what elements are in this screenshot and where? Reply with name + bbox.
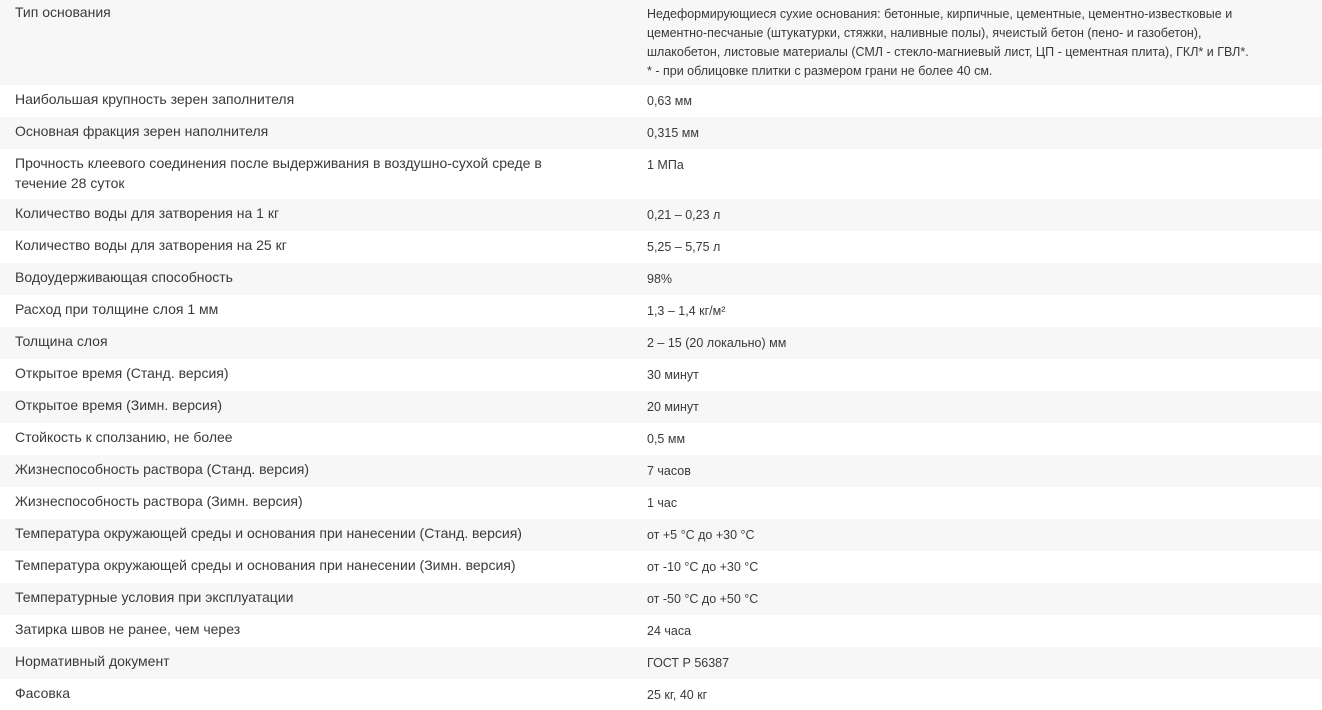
spec-value: 25 кг, 40 кг: [647, 679, 1322, 710]
spec-value: 1 час: [647, 487, 1322, 519]
spec-row: [0, 519, 1322, 551]
spec-row: [0, 615, 1322, 647]
spec-name: Количество воды для затворения на 1 кг: [0, 199, 647, 231]
spec-value: 5,25 – 5,75 л: [647, 231, 1322, 263]
spec-name: Количество воды для затворения на 25 кг: [0, 231, 647, 263]
spec-value: 2 – 15 (20 локально) мм: [647, 327, 1322, 359]
spec-name: Прочность клеевого соединения после выдерживания в воздушно-сухой среде в течение 28 суток: [0, 149, 647, 199]
spec-value: 24 часа: [647, 615, 1322, 647]
spec-row: [0, 583, 1322, 615]
spec-name: Нормативный документ: [0, 647, 647, 679]
spec-row: [0, 551, 1322, 583]
spec-name: Водоудерживающая способность: [0, 263, 647, 295]
spec-value: 7 часов: [647, 455, 1322, 487]
spec-row: [0, 263, 1322, 295]
spec-name: Тип основания: [0, 0, 647, 85]
spec-value: 30 минут: [647, 359, 1322, 391]
spec-row: [0, 117, 1322, 149]
spec-row: [0, 679, 1322, 710]
spec-name: Температура окружающей среды и основания при нанесении (Зимн. версия): [0, 551, 647, 583]
spec-name: Фасовка: [0, 679, 647, 710]
spec-name: Открытое время (Станд. версия): [0, 359, 647, 391]
spec-value: 1,3 – 1,4 кг/м²: [647, 295, 1322, 327]
spec-name: Жизнеспособность раствора (Станд. версия): [0, 455, 647, 487]
spec-row: [0, 423, 1322, 455]
spec-value: 0,5 мм: [647, 423, 1322, 455]
spec-row: [0, 487, 1322, 519]
spec-row: [0, 0, 1322, 85]
spec-value: Недеформирующиеся сухие основания: бетонные, кирпичные, цементные, цементно-известковые и цементно-песчаные (штукатурки, стяжки, наливные полы), ячеистый бетон (пено- и газобетон), шлакобетон, листовые материалы (СМЛ - стекло-магниевый лист, ЦП - цементная плита), ГКЛ* и ГВЛ*. * - при облицовке плитки с размером грани не более 40 см.: [647, 0, 1322, 85]
spec-name: Температура окружающей среды и основания при нанесении (Станд. версия): [0, 519, 647, 551]
spec-name: Толщина слоя: [0, 327, 647, 359]
spec-name: Температурные условия при эксплуатации: [0, 583, 647, 615]
spec-row: [0, 295, 1322, 327]
spec-name: Основная фракция зерен наполнителя: [0, 117, 647, 149]
spec-row: [0, 391, 1322, 423]
spec-value: от +5 °С до +30 °С: [647, 519, 1322, 551]
spec-row: [0, 85, 1322, 117]
spec-row: [0, 455, 1322, 487]
spec-row: [0, 359, 1322, 391]
spec-value: от -10 °С до +30 °С: [647, 551, 1322, 583]
spec-value: 20 минут: [647, 391, 1322, 423]
spec-value: 0,63 мм: [647, 85, 1322, 117]
spec-value: 0,315 мм: [647, 117, 1322, 149]
spec-row: [0, 149, 1322, 199]
spec-value: от -50 °С до +50 °С: [647, 583, 1322, 615]
spec-name: Жизнеспособность раствора (Зимн. версия): [0, 487, 647, 519]
spec-row: [0, 231, 1322, 263]
spec-value: 1 МПа: [647, 149, 1322, 199]
spec-name: Расход при толщине слоя 1 мм: [0, 295, 647, 327]
spec-name: Наибольшая крупность зерен заполнителя: [0, 85, 647, 117]
spec-value: ГОСТ Р 56387: [647, 647, 1322, 679]
spec-row: [0, 647, 1322, 679]
spec-row: [0, 199, 1322, 231]
spec-name: Стойкость к сползанию, не более: [0, 423, 647, 455]
spec-value: 0,21 – 0,23 л: [647, 199, 1322, 231]
spec-name: Затирка швов не ранее, чем через: [0, 615, 647, 647]
spec-name: Открытое время (Зимн. версия): [0, 391, 647, 423]
spec-value: 98%: [647, 263, 1322, 295]
spec-row: [0, 327, 1322, 359]
